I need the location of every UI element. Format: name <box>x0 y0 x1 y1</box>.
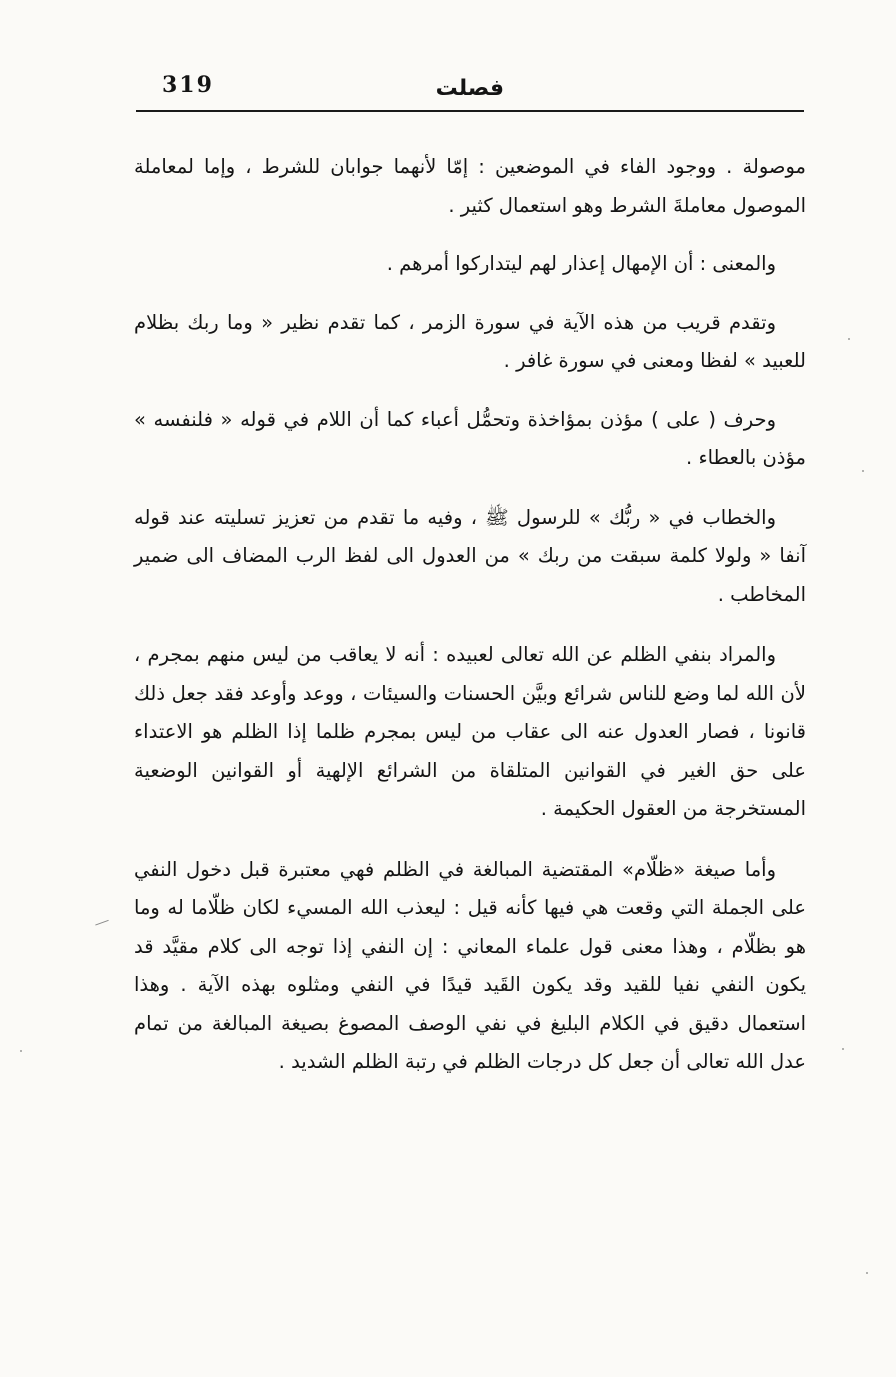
paragraph: وأما صيغة «ظلّام» المقتضية المبالغة في الظلم فهي معتبرة قبل دخول النفي على الجملة التي وقعت هي فيها كأنه قيل : ليعذب الله المسيء لكان ظلّاما له وما هو بظلّام ، وهذا معنى قول علماء المعاني : إن النفي إذا توجه الى كلام مقيَّد قد يكون النفي نفيا للقيد وقد يكون القَيد قيدًا في النفي ومثلوه بهذه الآية . وهذا استعمال دقيق في الكلام البليغ في نفي الوصف المصوغ بصيغة المبالغة من تمام عدل الله تعالى أن جعل كل درجات الظلم في رتبة الظلم الشديد . <box>134 857 806 1073</box>
scan-speck <box>866 1272 868 1274</box>
scan-speck <box>20 1050 22 1052</box>
paragraph: والمعنى : أن الإمهال إعذار لهم ليتداركوا أمرهم . <box>386 252 776 275</box>
margin-mark <box>95 920 111 931</box>
paragraph: موصولة . ووجود الفاء في الموضعين : إمّا لأنهما جوابان للشرط ، وإما لمعاملة الموصول معاملةَ الشرط وهو استعمال كثير . <box>134 155 806 217</box>
paragraph: وحرف ( على ) مؤذن بمؤاخذة وتحمُّل أعباء كما أن اللام في قوله « فلنفسه » مؤذن بالعطاء . <box>134 407 806 469</box>
paragraph: وتقدم قريب من هذه الآية في سورة الزمر ، كما تقدم نظير « وما ربك بظلام للعبيد » لفظا ومعنى في سورة غافر . <box>134 310 806 372</box>
scan-speck <box>842 1048 844 1050</box>
scan-speck <box>862 470 864 472</box>
scan-speck <box>848 338 850 340</box>
header-rule <box>136 110 804 112</box>
paragraph: والخطاب في « ربُّك » للرسول ﷺ ، وفيه ما تقدم من تعزيز تسليته عند قوله آنفا « ولولا كلمة سبقت من ربك » من العدول الى لفظ الرب المضاف الى ضمير المخاطب . <box>134 505 806 606</box>
body-text <box>134 148 806 1082</box>
page-header <box>136 68 804 112</box>
paragraph: والمراد بنفي الظلم عن الله تعالى لعبيده : أنه لا يعاقب من ليس منهم بمجرم ، لأن الله لما وضع للناس شرائع وبيَّن الحسنات والسيئات ، ووعد وأوعد فقد جعل ذلك قانونا ، فصار العدول عنه الى عقاب من ليس بمجرم ظلما إذا الظلم هو الاعتداء على حق الغير في القوانين المتلقاة من الشرائع الإلهية أو القوانين الوضعية المستخرجة من العقول الحكيمة . <box>134 643 806 820</box>
running-title: فصلت <box>435 76 504 101</box>
page-number: 319 <box>162 72 214 98</box>
